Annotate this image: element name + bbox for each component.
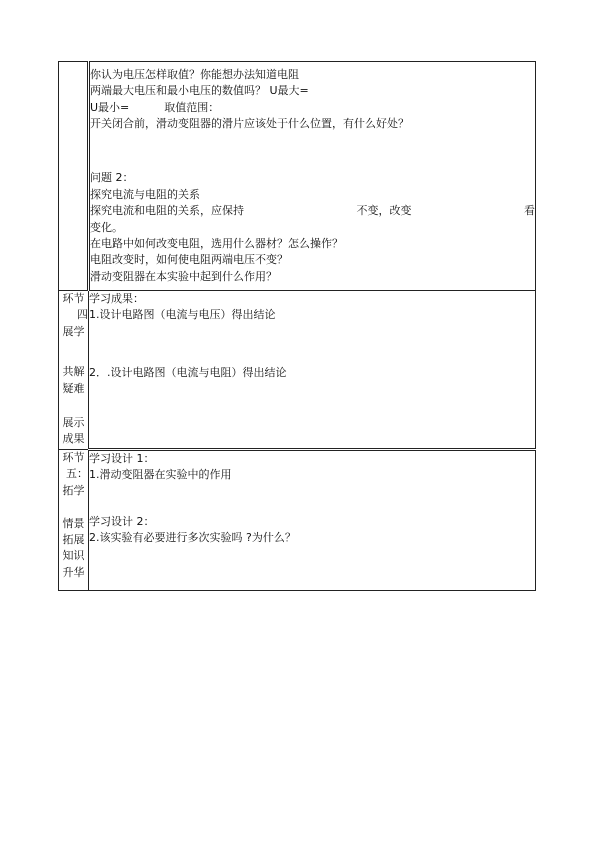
stage-label-text: 展示 [62,416,85,430]
text-fragment: 不变，改变 [356,204,412,218]
question-2-title: 问题 2： [90,171,134,185]
stage-label-text: 知识 [62,549,85,563]
stage-label-text: 疑难 [62,381,85,395]
text-line: U最小= 取值范围： [90,100,220,114]
text-line: 变化。 [90,220,123,234]
stage-label-text: 环节 [62,451,85,464]
lesson-table [58,61,536,591]
text-line: 你认为电压怎样取值？你能想办法知道电阻 [90,68,299,81]
row-label-cell-empty [59,62,89,291]
text-fragment: 探究电流和电阻的关系，应保持 [90,204,244,218]
section-heading: 学习设计 2： [89,514,155,528]
text-line: 开关闭合前，滑动变阻器的滑片应该处于什么位置，有什么好处？ [90,117,409,131]
stage-label-text: 五： [66,467,88,481]
content-cell-learning-design [89,450,536,591]
list-item: 1.设计电路图（电流与电压）得出结论 [89,308,276,322]
content-cell-questions [89,62,536,291]
stage-label-text: 升华 [62,565,85,579]
text-line: 在电路中如何改变电阻，选用什么器材？怎么操作？ [90,237,343,251]
table-row-stage-five [59,450,536,591]
text-fragment: 看 [524,204,535,218]
question-2-subtitle: 探究电流与电阻的关系 [90,187,200,201]
row-label-cell-stage-five [59,450,89,591]
table-row-questions [59,62,536,291]
text-line: 两端最大电压和最小电压的数值吗？ U最大= [90,84,309,98]
stage-label-text: 拓展 [62,533,85,547]
justified-text-line [90,203,535,219]
stage-label-text: 情景 [62,516,85,530]
section-heading: 学习设计 1： [89,452,155,465]
stage-label-text: 环节 [62,292,85,305]
text-line: 电阻改变时，如何使电阻两端电压不变？ [90,253,288,267]
text-line: 滑动变阻器在本实验中起到什么作用？ [90,269,277,283]
table-row-stage-four [59,291,536,450]
content-cell-learning-results [89,291,536,450]
row-label-cell-stage-four [59,291,89,450]
list-item: 1.滑动变阻器在实验中的作用 [89,468,232,482]
stage-label-text: 四 [77,308,88,322]
stage-label-text: 展学 [62,324,85,338]
list-item: 2．.设计电路图（电流与电阻）得出结论 [89,365,287,379]
stage-label-text: 成果 [62,432,85,446]
section-heading: 学习成果： [89,292,144,305]
stage-label-text: 共解 [62,365,85,379]
list-item: 2.该实验有必要进行多次实验吗 ?为什么？ [89,531,296,545]
stage-label-text: 拓学 [62,483,85,497]
